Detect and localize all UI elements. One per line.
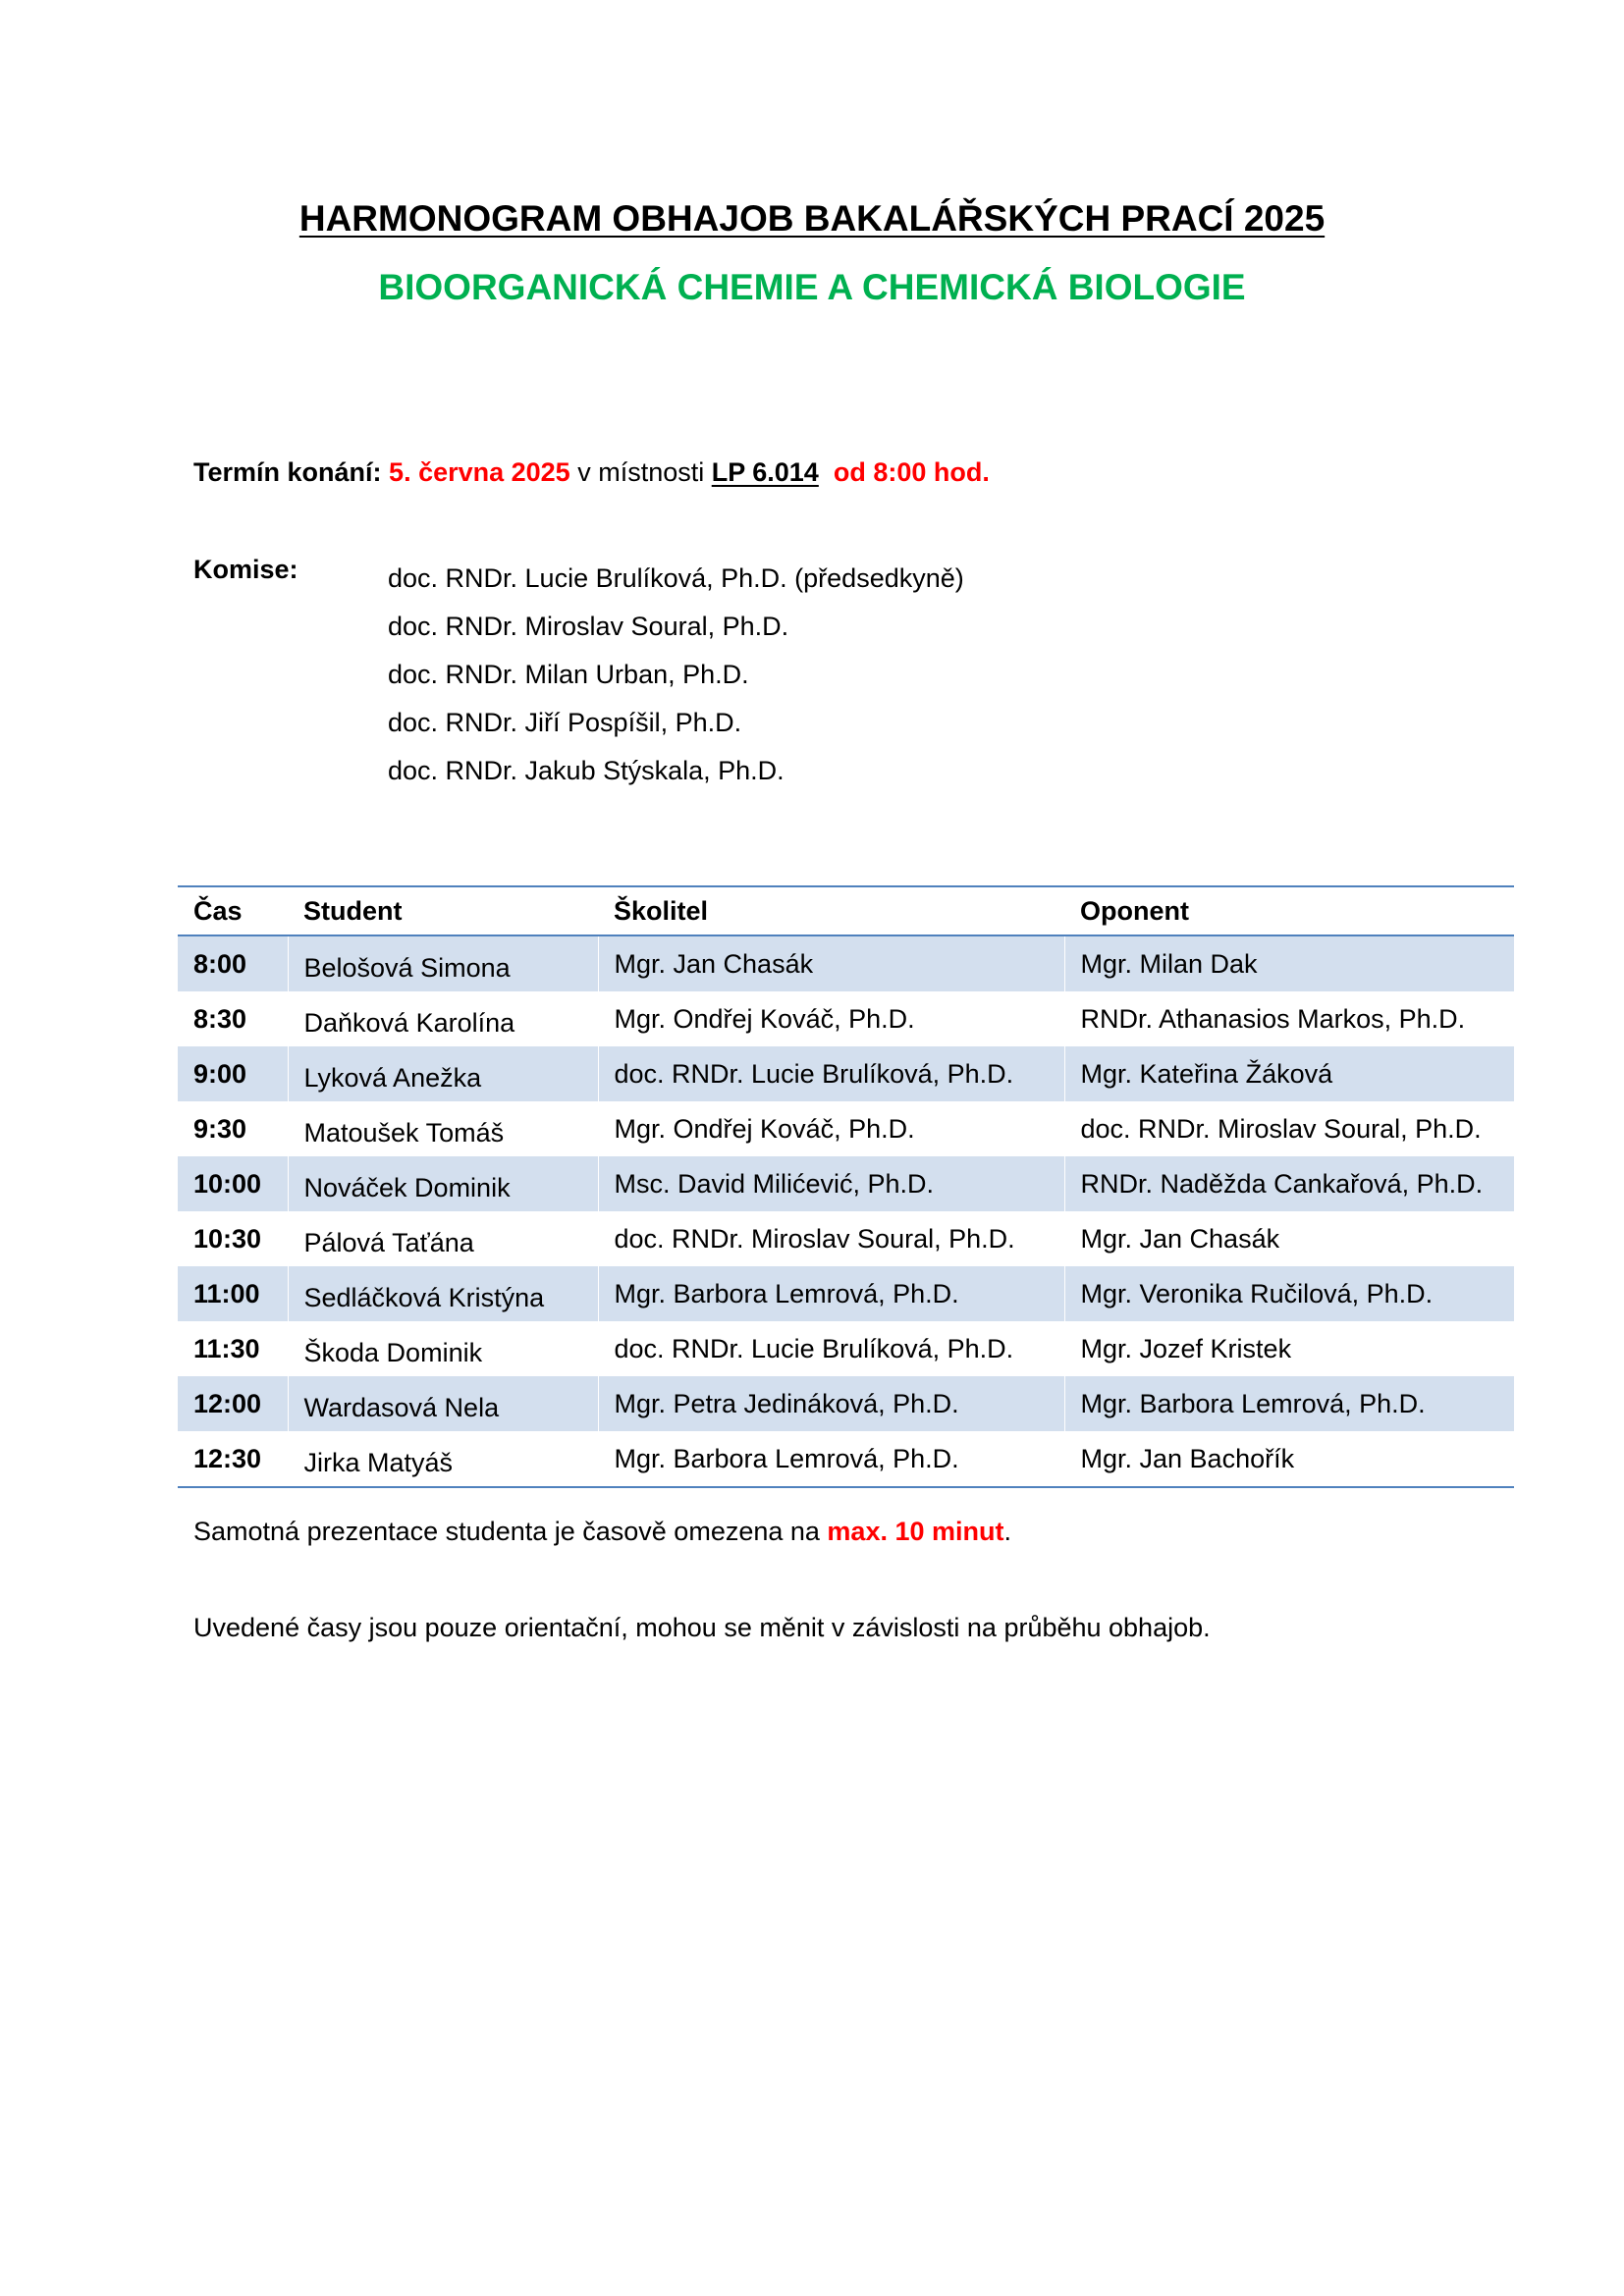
cell-opponent: Mgr. Kateřina Žáková — [1064, 1046, 1514, 1101]
committee-member: doc. RNDr. Jakub Stýskala, Ph.D. — [388, 756, 785, 785]
cell-student: Pálová Taťána — [288, 1211, 598, 1266]
schedule-table — [178, 885, 1514, 1488]
table-row — [178, 1376, 1514, 1431]
presentation-note-suffix: . — [1003, 1517, 1011, 1546]
table-row — [178, 935, 1514, 991]
document-subtitle: BIOORGANICKÁ CHEMIE A CHEMICKÁ BIOLOGIE — [378, 267, 1246, 307]
cell-student: Matoušek Tomáš — [288, 1101, 598, 1156]
table-row — [178, 1101, 1514, 1156]
cell-student: Daňková Karolína — [288, 991, 598, 1046]
cell-opponent: Mgr. Jan Chasák — [1064, 1211, 1514, 1266]
term-date: 5. června 2025 — [389, 457, 570, 487]
cell-student: Lyková Anežka — [288, 1046, 598, 1101]
presentation-limit: max. 10 minut — [827, 1517, 1004, 1546]
term-room-prefix: v místnosti — [569, 457, 712, 487]
table-row — [178, 1046, 1514, 1101]
cell-supervisor: Mgr. Ondřej Kováč, Ph.D. — [598, 991, 1064, 1046]
committee-member: doc. RNDr. Milan Urban, Ph.D. — [388, 660, 749, 689]
cell-time: 12:30 — [178, 1431, 288, 1487]
term-label: Termín konání: — [193, 457, 382, 487]
cell-time: 10:30 — [178, 1211, 288, 1266]
cell-student: Belošová Simona — [288, 935, 598, 991]
column-header-student: Student — [288, 886, 598, 935]
committee-list — [388, 555, 964, 795]
cell-opponent: Mgr. Jan Bachořík — [1064, 1431, 1514, 1487]
cell-supervisor: doc. RNDr. Lucie Brulíková, Ph.D. — [598, 1321, 1064, 1376]
cell-opponent: RNDr. Athanasios Markos, Ph.D. — [1064, 991, 1514, 1046]
cell-time: 8:00 — [178, 935, 288, 991]
cell-supervisor: Msc. David Milićević, Ph.D. — [598, 1156, 1064, 1211]
cell-time: 11:30 — [178, 1321, 288, 1376]
cell-opponent: Mgr. Barbora Lemrová, Ph.D. — [1064, 1376, 1514, 1431]
cell-time: 10:00 — [178, 1156, 288, 1211]
table-row — [178, 1266, 1514, 1321]
table-row — [178, 1211, 1514, 1266]
cell-supervisor: Mgr. Jan Chasák — [598, 935, 1064, 991]
cell-student: Wardasová Nela — [288, 1376, 598, 1431]
column-header-time: Čas — [178, 886, 288, 935]
term-line — [193, 457, 990, 488]
presentation-note — [193, 1517, 1011, 1547]
committee-member: doc. RNDr. Miroslav Soural, Ph.D. — [388, 612, 789, 641]
cell-supervisor: doc. RNDr. Lucie Brulíková, Ph.D. — [598, 1046, 1064, 1101]
cell-opponent: Mgr. Veronika Ručilová, Ph.D. — [1064, 1266, 1514, 1321]
cell-time: 11:00 — [178, 1266, 288, 1321]
cell-supervisor: Mgr. Petra Jedináková, Ph.D. — [598, 1376, 1064, 1431]
term-time: od 8:00 hod. — [818, 457, 990, 487]
column-header-opponent: Oponent — [1064, 886, 1514, 935]
cell-time: 12:00 — [178, 1376, 288, 1431]
column-header-supervisor: Školitel — [598, 886, 1064, 935]
cell-supervisor: Mgr. Barbora Lemrová, Ph.D. — [598, 1266, 1064, 1321]
committee-member: doc. RNDr. Lucie Brulíková, Ph.D. (předsedkyně) — [388, 563, 964, 593]
cell-supervisor: Mgr. Barbora Lemrová, Ph.D. — [598, 1431, 1064, 1487]
committee-member: doc. RNDr. Jiří Pospíšil, Ph.D. — [388, 708, 742, 737]
cell-student: Sedláčková Kristýna — [288, 1266, 598, 1321]
table-header-row — [178, 886, 1514, 935]
cell-supervisor: Mgr. Ondřej Kováč, Ph.D. — [598, 1101, 1064, 1156]
table-row — [178, 1431, 1514, 1487]
cell-opponent: Mgr. Jozef Kristek — [1064, 1321, 1514, 1376]
times-note: Uvedené časy jsou pouze orientační, mohou se měnit v závislosti na průběhu obhajob. — [193, 1613, 1211, 1642]
cell-student: Jirka Matyáš — [288, 1431, 598, 1487]
cell-student: Škoda Dominik — [288, 1321, 598, 1376]
schedule-body — [178, 935, 1514, 1487]
committee-label: Komise: — [193, 555, 298, 584]
cell-student: Nováček Dominik — [288, 1156, 598, 1211]
cell-time: 8:30 — [178, 991, 288, 1046]
document-title: HARMONOGRAM OBHAJOB BAKALÁŘSKÝCH PRACÍ 2025 — [298, 198, 1326, 239]
presentation-note-prefix: Samotná prezentace studenta je časově omezena na — [193, 1517, 828, 1546]
table-row — [178, 991, 1514, 1046]
table-row — [178, 1156, 1514, 1211]
cell-time: 9:00 — [178, 1046, 288, 1101]
cell-time: 9:30 — [178, 1101, 288, 1156]
table-row — [178, 1321, 1514, 1376]
cell-supervisor: doc. RNDr. Miroslav Soural, Ph.D. — [598, 1211, 1064, 1266]
cell-opponent: RNDr. Naděžda Cankařová, Ph.D. — [1064, 1156, 1514, 1211]
term-room: LP 6.014 — [711, 457, 819, 487]
cell-opponent: Mgr. Milan Dak — [1064, 935, 1514, 991]
cell-opponent: doc. RNDr. Miroslav Soural, Ph.D. — [1064, 1101, 1514, 1156]
